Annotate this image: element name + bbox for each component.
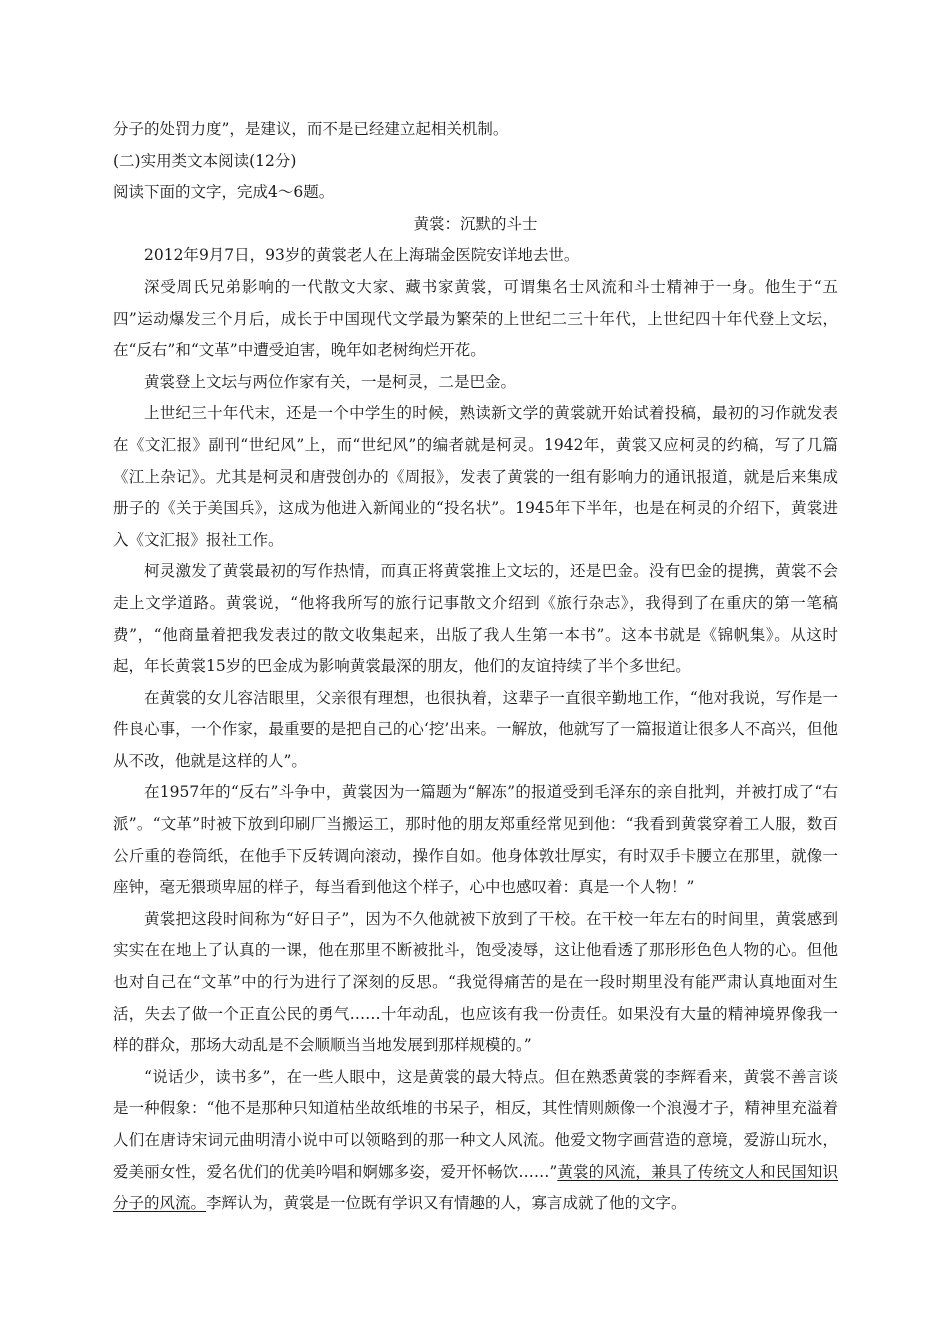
article-paragraph: 上世纪三十年代末，还是一个中学生的时候，熟读新文学的黄裳就开始试着投稿，最初的习作就发表在《文汇报》副刊“世纪风”上，而“世纪风”的编者就是柯灵。1942年，黄裳又应柯灵的约稿，写了几篇《江上杂记》。尤其是柯灵和唐弢创办的《周报》，发表了黄裳的一组有影响力的通讯报道，就是后来集成册子的《关于美国兵》，这成为他进入新闻业的“投名状”。1945年下半年，也是在柯灵的介绍下，黄裳进入《文汇报》报社工作。 <box>113 404 838 549</box>
instruction-line: 阅读下面的文字，完成4～6题。 <box>113 183 335 202</box>
article-paragraph: 深受周氏兄弟影响的一代散文大家、藏书家黄裳，可谓集名士风流和斗士精神于一身。他生于“五四”运动爆发三个月后，成长于中国现代文学最为繁荣的上世纪二三十年代，上世纪四十年代登上文坛，在“反右”和“文革”中遭受迫害，晚年如老树绚烂开花。 <box>113 277 838 360</box>
article-title: 黄裳：沉默的斗士 <box>413 214 538 233</box>
article-paragraph: 黄裳登上文坛与两位作家有关，一是柯灵，二是巴金。 <box>144 372 517 391</box>
article-paragraph: 在黄裳的女儿容洁眼里，父亲很有理想，也很执着，这辈子一直很辛勤地工作，“他对我说，写作是一件良心事，一个作家，最重要的是把自己的心‘挖’出来。一解放，他就写了一篇报道让很多人不高兴，但他从不改，他就是这样的人”。 <box>113 688 838 770</box>
section-heading: (二)实用类文本阅读(12分) <box>113 151 297 170</box>
article-paragraph: 2012年9月7日，93岁的黄裳老人在上海瑞金医院安详地去世。 <box>144 246 580 265</box>
article-paragraph: 黄裳把这段时间称为“好日子”，因为不久他就被下放到了干校。在干校一年左右的时间里，黄裳感到实实在在地上了认真的一课，他在那里不断被批斗，饱受凌辱，这让他看透了那形形色色人物的心。但他也对自己在“文革”中的行为进行了深刻的反思。“我觉得痛苦的是在一段时期里没有能严肃认真地面对生活，失去了做一个正直公民的勇气……十年动乱，也应该有我一份责任。如果没有大量的精神境界像我一样的群众，那场大动乱是不会顺顺当当地发展到那样规模的。” <box>113 909 838 1055</box>
paragraph-text: 李辉认为，黄裳是一位既有学识又有情趣的人，寡言成就了他的文字。 <box>206 1194 687 1213</box>
article-paragraph: 柯灵激发了黄裳最初的写作热情，而真正将黄裳推上文坛的，还是巴金。没有巴金的提携，黄裳不会走上文学道路。黄裳说，“他将我所写的旅行记事散文介绍到《旅行杂志》，我得到了在重庆的第一笔稿费”，“他商量着把我发表过的散文收集起来，出版了我人生第一本书”。这本书就是《锦帆集》。从这时起，年长黄裳15岁的巴金成为影响黄裳最深的朋友，他们的友谊持续了半个多世纪。 <box>113 562 838 676</box>
article-paragraph: 在1957年的“反右”斗争中，黄裳因为一篇题为“解冻”的报道受到毛泽东的亲自批判，并被打成了“右派”。“文革”时被下放到印刷厂当搬运工，那时他的朋友郑重经常见到他：“我看到黄裳穿着工人服，数百公斤重的卷筒纸，在他手下反转调向滚动，操作自如。他身体敦壮厚实，有时双手卡腰立在那里，就像一座钟，毫无猥琐卑屈的样子，每当看到他这个样子，心中也感叹着：真是一个人物！” <box>113 783 838 897</box>
paragraph-text: “说话少，读书多”，在一些人眼中，这是黄裳的最大特点。但在熟悉黄裳的李辉看来，黄裳不善言谈是一种假象：“他不是那种只知道枯坐故纸堆的书呆子，相反，其性情则颇像一个浪漫才子，精神里充溢着人们在唐诗宋词元曲明清小说中可以领略到的那一种文人风流。他爱文物字画营造的意境，爱游山玩水，爱美丽女性，爱名优们的优美吟唱和婀娜多姿，爱开怀畅饮……” <box>113 1067 838 1181</box>
underlined-sentence: 黄裳的风流，兼具了传统文人和民国知识分子的风流。 <box>113 1162 838 1213</box>
intro-line: 分子的处罚力度”，是建议，而不是已经建立起相关机制。 <box>113 120 509 138</box>
article-paragraph-last <box>113 1062 838 1220</box>
document-page <box>113 114 838 1220</box>
